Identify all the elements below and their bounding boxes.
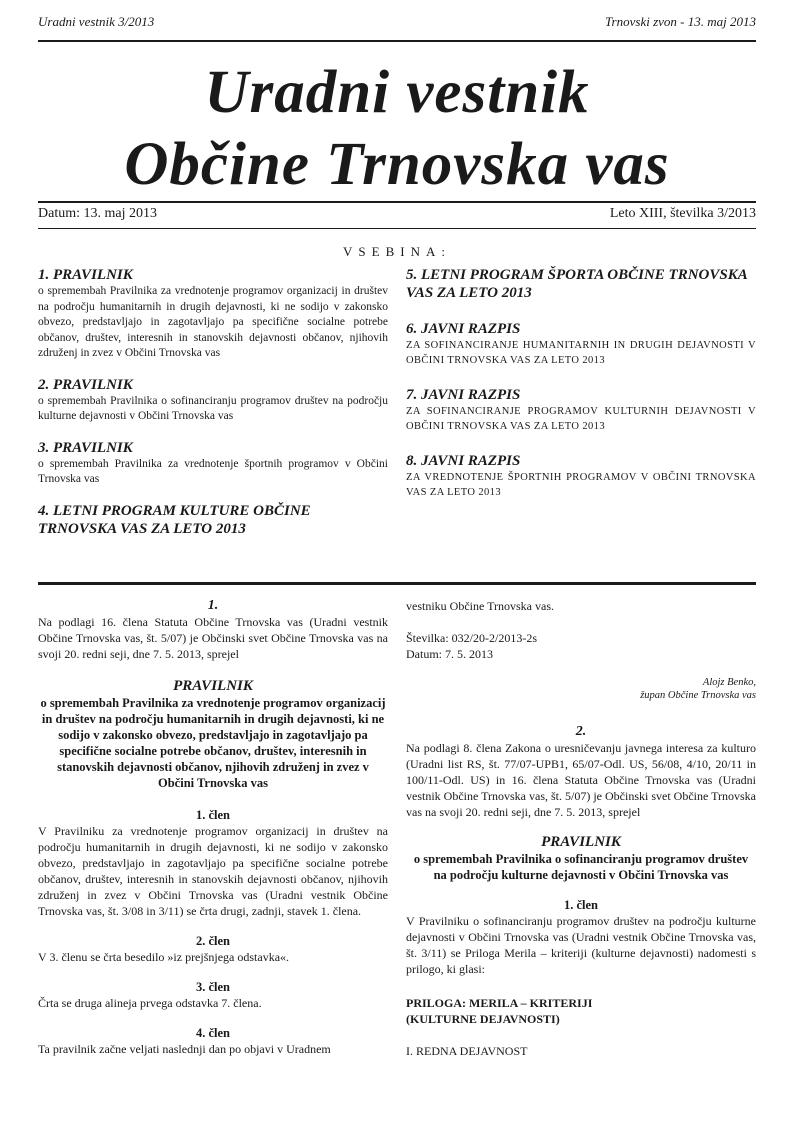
running-header-left: Uradni vestnik 3/2013: [38, 14, 155, 29]
toc-right-column: [406, 266, 756, 514]
running-header: [38, 14, 756, 34]
masthead-line-1: Uradni vestnik: [204, 59, 590, 126]
toc-item-title: 8. JAVNI RAZPIS: [406, 453, 521, 469]
toc-item-title: 2. PRAVILNIK: [38, 376, 133, 393]
right-column: [406, 598, 756, 1059]
toc-item-title: 4. LETNI PROGRAM KULTURE OBČINE TRNOVSKA VAS ZA LETO 2013: [38, 502, 311, 537]
act-number: 2.: [575, 724, 587, 739]
article-text: V 3. členu se črta besedilo »iz prejšnjega odstavka«.: [38, 950, 290, 964]
toc-item[interactable]: [406, 452, 756, 500]
article-heading: 3. člen: [195, 980, 231, 994]
act-number: 1.: [207, 598, 219, 613]
article-heading: 2. člen: [195, 934, 231, 948]
section-heading: I. REDNA DEJAVNOST: [406, 1044, 528, 1058]
contents-rule: [38, 582, 756, 585]
issue-number: Leto XIII, številka 3/2013: [609, 206, 756, 221]
toc-item-desc: ZA SOFINANCIRANJE HUMANITARNIH IN DRUGIH DEJAVNOSTI V OBČINI TRNOVSKA VAS ZA LETO 2013: [406, 340, 756, 366]
act-title: PRAVILNIK: [541, 834, 621, 850]
header-rule: [38, 40, 756, 42]
preamble: Na podlagi 8. člena Zakona o uresničevanju javnega interesa za kulturo (Uradni list RS, št. 77/07-UPB1, 65/07-Odl. US, 56/08, 4/10, 20/11 in 100/11-Odl. US) in 16. člena Statuta Občine Trnovska vas (Uradni vestnik Občine Trnovska vas, št. 5/07) je Občinski svet Občine Trnovska vas na svoji 20. redni seji, dne 7. 5. 2013, sprejel: [406, 741, 756, 819]
act-subtitle: o spremembah Pravilnika o sofinanciranju programov društev na področju kulturne dejavnosti v Občini Trnovska vas: [413, 852, 749, 882]
toc-item-desc: o spremembah Pravilnika za vrednotenje športnih programov v Občini Trnovska vas: [38, 457, 388, 485]
toc-item-title: 1. PRAVILNIK: [38, 267, 133, 283]
annex-subheading: (KULTURNE DEJAVNOSTI): [406, 1012, 560, 1026]
toc-item[interactable]: [406, 386, 756, 434]
toc-item[interactable]: [406, 266, 756, 302]
continued-text: vestniku Občine Trnovska vas.: [406, 599, 554, 613]
masthead-rule: [38, 201, 756, 203]
annex-heading: PRILOGA: MERILA – KRITERIJI: [406, 996, 593, 1010]
article-text: V Pravilniku o sofinanciranju programov društev na področju kulturne dejavnosti v Občini Trnovska vas (Uradni vestnik Občine Trnovska vas, št. 3/11) se Priloga Merila – kriteriji (kulturne dejavnosti) nadomesti s prilogo, ki glasi:: [406, 914, 756, 976]
toc-item-desc: ZA SOFINANCIRANJE PROGRAMOV KULTURNIH DEJAVNOSTI V OBČINI TRNOVSKA VAS ZA LETO 2013: [406, 406, 756, 432]
toc-item-desc: ZA VREDNOTENJE ŠPORTNIH PROGRAMOV V OBČINI TRNOVSKA VAS ZA LETO 2013: [406, 472, 756, 498]
toc-item-title: 6. JAVNI RAZPIS: [406, 321, 521, 337]
article-heading: 1. člen: [563, 898, 599, 912]
toc-item[interactable]: [38, 502, 388, 538]
article-text: Ta pravilnik začne veljati naslednji dan po objavi v Uradnem: [38, 1042, 331, 1056]
toc-item-desc: o spremembah Pravilnika o sofinanciranju programov društev na področju kulturne dejavnosti v Občini Trnovska vas: [38, 394, 388, 422]
toc-item-desc: o spremembah Pravilnika za vrednotenje programov organizacij in društev na področju humanitarnih in drugih dejavnosti, ki ne sodijo v zakonsko obvezo, predstavljajo in zagotavljajo pa specifične socialne potrebe občanov, društev, interesnih in stanovskih dejavnosti občanov, njihovih združenj in zvez v Občini Trnovska vas: [38, 285, 388, 359]
article-heading: 1. člen: [195, 808, 231, 822]
act-subtitle: o spremembah Pravilnika za vrednotenje programov organizacij in društev na področju humanitarnih in drugih dejavnosti, ki ne sodijo v zakonsko obvezo, predstavljajo in zagotavljajo pa specifične socialne potrebe občanov, društev, interesnih in stanovskih dejavnosti občanov, njihovih združenj in zvez v Občini Trnovska vas: [40, 696, 386, 790]
act-title: PRAVILNIK: [173, 678, 253, 694]
contents-heading: VSEBINA:: [343, 244, 451, 259]
issue-date: Datum: 13. maj 2013: [38, 206, 157, 221]
reference-number: Številka: 032/20-2/2013-2s: [406, 631, 537, 645]
toc-item[interactable]: [38, 376, 388, 425]
article-heading: 4. člen: [195, 1026, 231, 1040]
toc-item[interactable]: [38, 439, 388, 488]
article-text: V Pravilniku za vrednotenje programov organizacij in društev na področju humanitarnih in drugih dejavnosti, ki ne sodijo v zakonsko obvezo, predstavljajo in zagotavljajo pa specifične socialne potrebe občanov, društev, interesnih in stanovskih dejavnosti občanov, njihovih združenj in zvez v Občini Trnovska vas (Uradni vestnik Občine Trnovska vas, št. 3/08 in 3/11) se črta drugi, zadnji, stavek 1. člena.: [38, 824, 388, 918]
toc-item-title: 5. LETNI PROGRAM ŠPORTA OBČINE TRNOVSKA VAS ZA LETO 2013: [406, 267, 747, 301]
toc-item-title: 7. JAVNI RAZPIS: [406, 387, 521, 403]
masthead-line-2: Občine Trnovska vas: [124, 131, 670, 198]
left-column: [38, 598, 388, 1057]
preamble: Na podlagi 16. člena Statuta Občine Trnovska vas (Uradni vestnik Občine Trnovska vas, št. 5/07) je Občinski svet Občine Trnovska vas na svoji 20. redni seji, dne 7. 5. 2013, sprejel: [38, 615, 388, 661]
toc-item[interactable]: [38, 266, 388, 362]
article-text: Črta se druga alineja prvega odstavka 7. člena.: [38, 996, 262, 1010]
act-date: Datum: 7. 5. 2013: [406, 647, 493, 661]
toc-item-title: 3. PRAVILNIK: [38, 439, 133, 456]
signatory-name: Alojz Benko,: [702, 677, 756, 688]
toc-left-column: [38, 266, 388, 552]
signatory-role: župan Občine Trnovska vas: [640, 690, 756, 701]
toc-item[interactable]: [406, 320, 756, 368]
running-header-right: Trnovski zvon - 13. maj 2013: [605, 14, 756, 29]
dateline-rule: [38, 228, 756, 229]
